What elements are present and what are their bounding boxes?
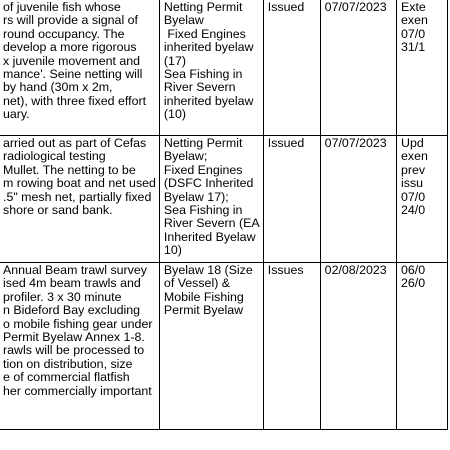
notes-cell: 06/0 26/0 (397, 263, 448, 430)
date-cell: 07/07/2023 (320, 0, 396, 136)
description-cell: of juvenile fish whose rs will provide a signal of round occupancy. The develop a more rigorous x juvenile movement and mance'. Seine netting will by hand (30m x 2m, net), with three fixed effort uary. (0, 0, 159, 136)
table-row (0, 0, 448, 136)
notes-cell: Upd exen prev issu 07/0 24/0 (397, 136, 448, 263)
notes-cell: Exte exen 07/0 31/1 (397, 0, 448, 136)
date-cell: 02/08/2023 (320, 263, 396, 430)
status-cell: Issued (263, 136, 320, 263)
date-cell: 07/07/2023 (320, 136, 396, 263)
description-cell: Annual Beam trawl survey ised 4m beam trawls and profiler. 3 x 30 minute n Bideford Bay excluding o mobile fishing gear under Permit Byelaw Annex 1-8. rawls will be processed to tion on distribution, size e of commercial flatfish her commercially important (0, 263, 159, 430)
status-cell: Issues (263, 263, 320, 430)
table-row (0, 263, 448, 430)
permit-cell: Byelaw 18 (Size of Vessel) & Mobile Fishing Permit Byelaw (159, 263, 263, 430)
permit-cell: Netting Permit Byelaw; Fixed Engines (DSFC Inherited Byelaw 17); Sea Fishing in River Severn (EA Inherited Byelaw 10) (159, 136, 263, 263)
permit-cell: Netting Permit Byelaw Fixed Engines inherited byelaw (17) Sea Fishing in River Severn inherited byelaw (10) (159, 0, 263, 136)
table-row (0, 136, 448, 263)
description-cell: arried out as part of Cefas radiological testing Mullet. The netting to be m rowing boat and net used .5" mesh net, partially fixed shore or sand bank. (0, 136, 159, 263)
status-cell: Issued (263, 0, 320, 136)
